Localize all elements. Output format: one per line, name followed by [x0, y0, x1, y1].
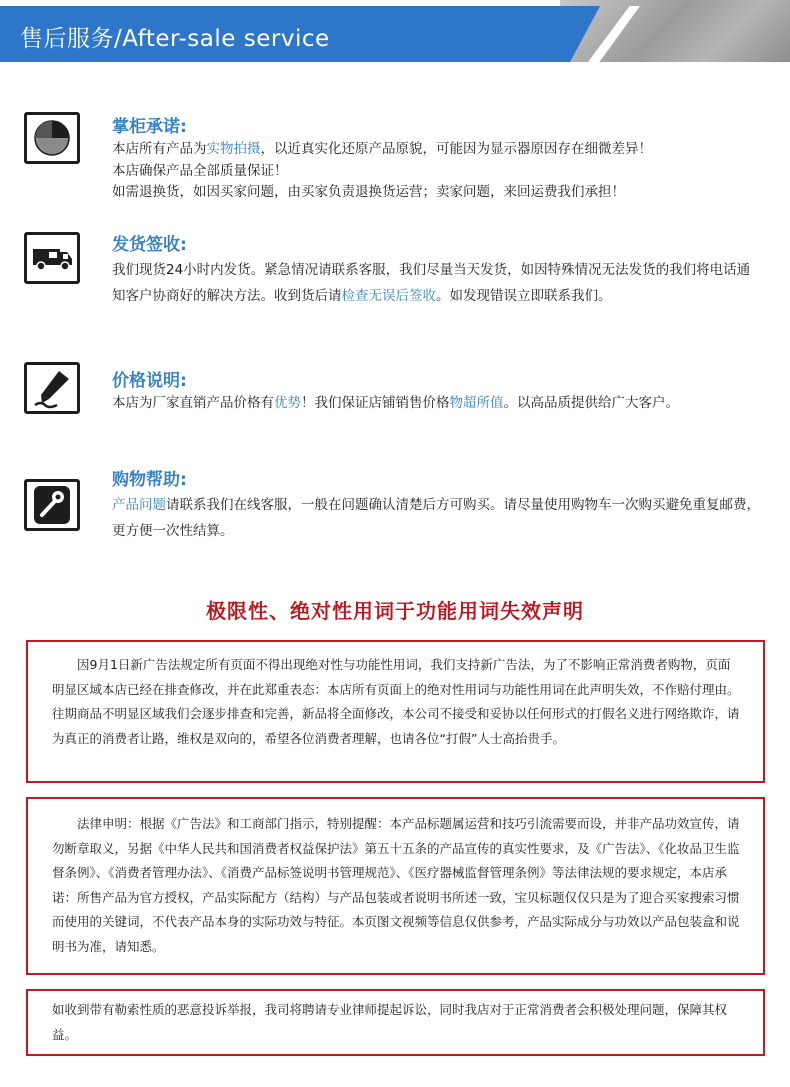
section-text: 产品问题请联系我们在线客服，一般在问题确认清楚后方可购买。请尽量使用购物车一次购买避免重复邮费，更方便一次性结算。: [112, 497, 760, 539]
section-heading: 掌柜承诺:: [112, 117, 187, 137]
page-title: 售后服务/After-sale service: [20, 26, 330, 52]
text-line: 本店确保产品全部质量保证！: [112, 162, 288, 179]
marker-pen-icon: [24, 362, 80, 414]
highlight-text: 优势: [274, 395, 301, 411]
section-heading: 购物帮助:: [112, 470, 187, 490]
notice-title: 极限性、绝对性用词于功能用词失效声明: [206, 599, 584, 623]
wrench-icon: [24, 479, 80, 531]
notice-text: 法律申明：根据《广告法》和工商部门指示，特别提醒：本产品标题属运营和技巧引流需要而设，并非产品功效宣传，请勿断章取义，另据《中华人民共和国消费者权益保护法》第五十五条的产品宣传的真实性要求，及《广告法》、《化妆品卫生监督条例》、《消费者管理办法》、《消费产品标签说明书管理规范》、《医疗器械监督管理条例》等法律法规的要求规定，本店承诺：所售产品为官方授权，产品实际配方（结构）与产品包装或者说明书所述一致，宝贝标题仅仅只是为了迎合买家搜索习惯而使用的关键词，不代表产品本身的实际功效与特征。本页图文视频等信息仅供参考，产品实际成分与功效以产品包装盒和说明书为准，请知悉。: [52, 816, 740, 954]
highlight-text: 产品问题: [112, 497, 166, 513]
highlight-text: 实物拍摄: [206, 141, 261, 157]
highlight-text: 检查无误后签收: [341, 288, 436, 304]
section-text: 我们现货24小时内发货。紧急情况请联系客服，我们尽量当天发货，如因特殊情况无法发货的我们将电话通知客户协商好的解决方法。收到货后请检查无误后签收。如发现错误立即联系我们。: [112, 262, 751, 304]
text-line: 本店所有产品为实物拍摄，以近真实化还原产品原貌，可能因为显示器原因存在细微差异！: [112, 141, 652, 157]
header-banner: [0, 0, 790, 62]
notice-text: 因9月1日新广告法规定所有页面不得出现绝对性与功能性用词，我们支持新广告法，为了不影响正常消费者购物，页面明显区域本店已经在排查修改，并在此郑重表态：本店所有页面上的绝对性用词与功能性用词在此声明失效，不作赔付理由。往期商品不明显区域我们会逐步排查和完善，新品将全面修改，本公司不接受和妥协以任何形式的打假名义进行网络欺诈，请为真正的消费者让路，维权是双向的，希望各位消费者理解，也请各位“打假”人士高抬贵手。: [52, 657, 740, 746]
text-line: 如需退换货，如因买家问题，由买家负责退换货运营；卖家问题，来回运费我们承担！: [112, 184, 625, 200]
notice-box-legal: [26, 797, 765, 975]
section-text: 本店为厂家直销产品价格有优势！我们保证店铺销售价格物超所值。以高品质提供给广大客户。: [112, 395, 679, 411]
pie-chart-icon: [24, 112, 80, 164]
notice-box-disclaimer: [26, 640, 765, 783]
highlight-text: 物超所值: [449, 395, 504, 411]
section-text: [112, 139, 762, 204]
notice-box-complaint: [26, 989, 765, 1056]
section-heading: 价格说明:: [112, 371, 187, 391]
delivery-truck-icon: [24, 232, 80, 284]
notice-text: 如收到带有勒索性质的恶意投诉举报，我司将聘请专业律师提起诉讼，同时我店对于正常消费者会积极处理问题，保障其权益。: [52, 1002, 728, 1042]
section-heading: 发货签收:: [112, 235, 187, 255]
